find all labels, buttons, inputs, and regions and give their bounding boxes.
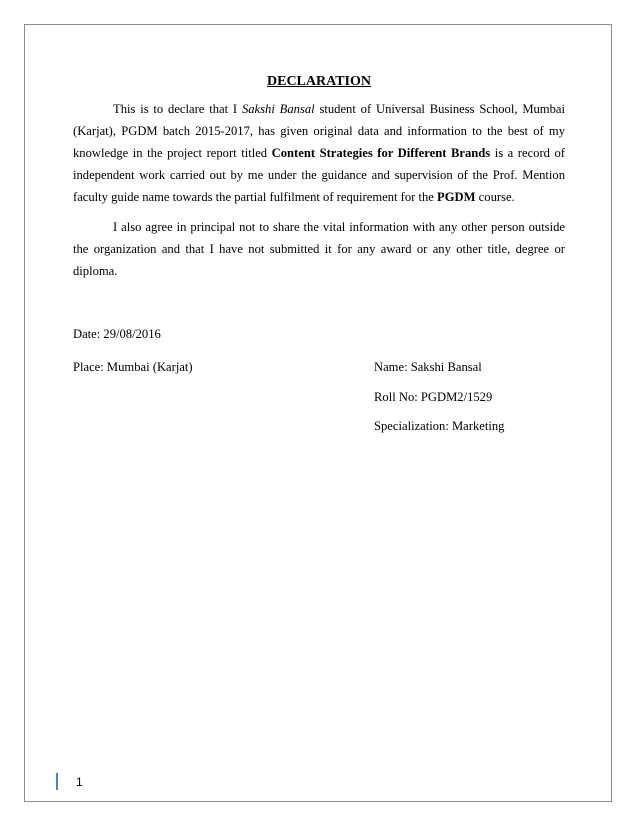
report-title: Content Strategies for Different Brands (271, 146, 491, 160)
paragraph-1-text-3: is a record of independent work carried out by me under the guidance and supervision of the Prof. Mention faculty guide name towards the partial fulfilment of requirement for the (73, 146, 565, 204)
date-line: Date: 29/08/2016 (73, 327, 161, 341)
specialization-line: Specialization: Marketing (374, 419, 505, 433)
page-number: 1 (76, 775, 83, 789)
paragraph-1-text-4: course. (475, 190, 515, 204)
paragraph-1-text-2: student of Universal Business School, Mumbai (Karjat), PGDM batch 2015-2017, has given original data and information to the best of my knowledge in the project report titled (73, 102, 565, 160)
declaration-title: DECLARATION (267, 74, 371, 89)
declaration-paragraph-1 (73, 98, 565, 208)
footer-accent-bar (56, 773, 58, 790)
paragraph-1-text-1: This is to declare that I (113, 102, 242, 116)
student-name: Sakshi Bansal (241, 102, 315, 116)
name-line: Name: Sakshi Bansal (374, 360, 482, 374)
program-name: PGDM (437, 190, 476, 204)
roll-number-line: Roll No: PGDM2/1529 (374, 390, 493, 404)
place-line: Place: Mumbai (Karjat) (73, 360, 193, 374)
declaration-paragraph-2: I also agree in principal not to share the vital information with any other person outside the organization and that I have not submitted it for any award or any other title, degree or diploma. (73, 220, 565, 278)
